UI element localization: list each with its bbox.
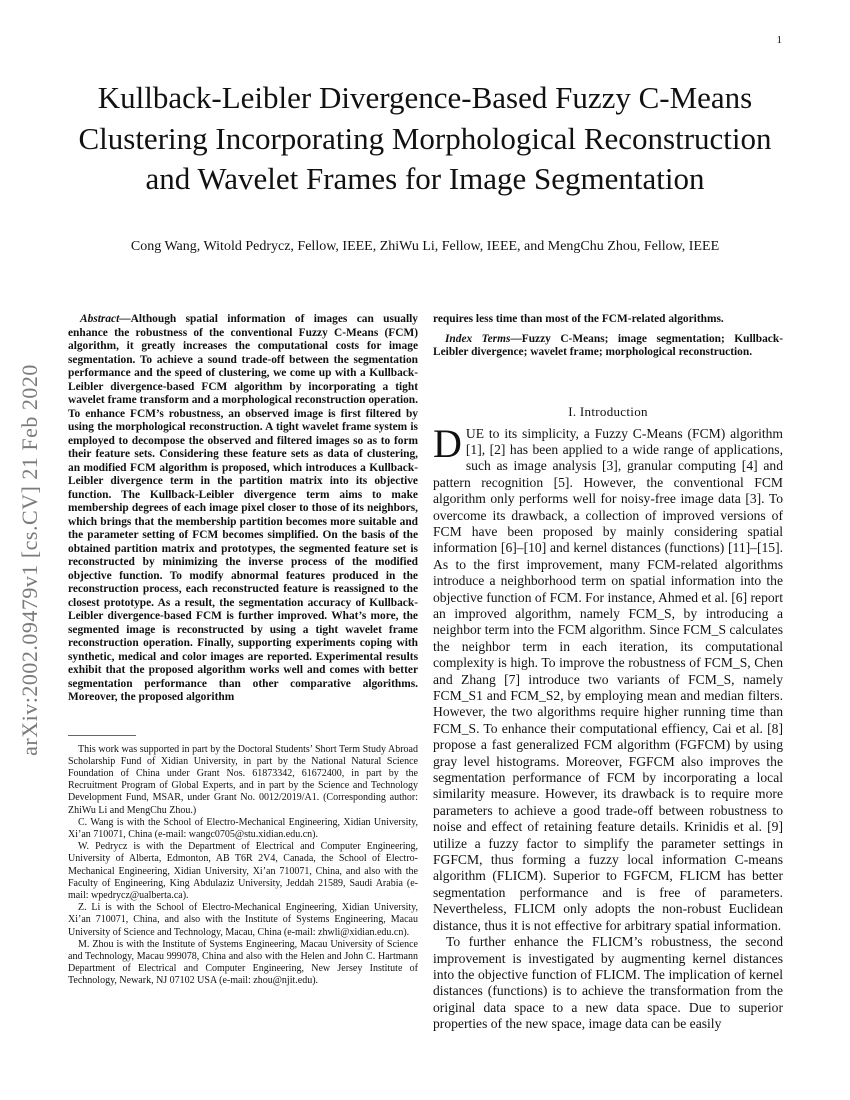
author-list: Cong Wang, Witold Pedrycz, Fellow, IEEE, ZhiWu Li, Fellow, IEEE, and MengChu Zhou, Fellow, IEEE xyxy=(130,239,720,254)
footnote-affiliation-pedrycz: W. Pedrycz is with the Department of Electrical and Computer Engineering, University of Alberta, Edmonton, AB T6R 2V4, Canada, the School of Electro-Mechanical Engineering, Xidian University, Xi’an 710071, China, and also with the Faculty of Engineering, King Abdulaziz University, Jeddah 21589, Saudi Arabia (e-mail: wpedrycz@ualberta.ca). xyxy=(68,841,418,901)
index-terms xyxy=(433,333,783,360)
footnote-affiliation-zhou: M. Zhou is with the Institute of Systems Engineering, Macau University of Science and Technology, Macau 999078, China and also with the Helen and John C. Hartmann Department of Electrical and Computer Engineering, New Jersey Institute of Technology, Newark, NJ 07102 USA (e-mail: zhou@njit.edu). xyxy=(68,938,418,987)
abstract xyxy=(68,313,418,705)
intro-paragraph-1-text: UE to its simplicity, a Fuzzy C-Means (FCM) algorithm [1], [2] has been applied to a wide range of applications, such as image analysis [3], granular computing [4] and pattern recognition [5]. However, the conventional FCM algorithm only performs well for noisy-free image data [3]. To overcome its drawback, a collection of improved versions of FCM have been proposed by mainly considering spatial information [6]–[10] and kernel distances (functions) [11]–[15]. As to the first improvement, many FCM-related algorithms introduce a neighborhood term on spatial information into the objective function of FCM. For instance, Ahmed et al. [6] report an improved algorithm, namely FCM_S, by introducing a neighbor term into the FCM algorithm. Since FCM_S calculates the neighbor term in each iteration, its computational complexity is high. To improve the robustness of FCM_S, Chen and Zhang [7] introduce two variants of FCM_S, namely FCM_S1 and FCM_S2, by employing mean and median filters. However, the two algorithms require higher running time than FCM_S. To enhance their computational effiency, Cai et al. [8] propose a fast generalized FCM algorithm (FGFCM) by using gray level histograms. Moreover, FGFCM also improves the segmentation performance of FCM by incorporating a local similarity measure. However, its drawback is to require more parameters to achieve a good trade-off between robustness to noise and effect of retaining feature details. Krinidis et al. [9] utilize a fuzzy factor to simplify the parameter settings in FGFCM, thus forming a fuzzy local information C-means algorithm (FLICM). Superior to FGFCM, FLICM has better segmentation performance and is free of parameters. Nevertheless, FLICM only adopts the non-robust Euclidean distance, thus it is not effective for arbitrary spatial information. xyxy=(433,425,783,933)
page-number: 1 xyxy=(776,34,782,46)
section-heading-introduction: I. Introduction xyxy=(568,403,648,419)
footnote-affiliation-li: Z. Li is with the School of Electro-Mechanical Engineering, Xidian University, Xi’an 710071, China, and also with the Institute of Systems Engineering, Macau University of Science and Technology, Macau, China (e-mail: zhwli@xidian.edu.cn). xyxy=(68,902,418,938)
left-column xyxy=(68,313,418,988)
abstract-label: Abstract xyxy=(80,313,120,325)
footnote-funding: This work was supported in part by the Doctoral Students’ Short Term Study Abroad Scholarship Fund of Xidian University, in part by the National Natural Science Foundation of China under Grant Nos. 61873342, 61672400, in part by the Recruitment Program of Global Experts, and in part by the Science and Technology Development Fund, MSAR, under Grant No. 0012/2019/A1. (Corresponding author: ZhiWu Li and MengChu Zhou.) xyxy=(68,743,418,816)
drop-cap: D xyxy=(433,420,462,466)
index-terms-label: Index Terms xyxy=(445,332,511,345)
footnotes xyxy=(68,744,418,988)
footnote-divider xyxy=(68,735,136,736)
abstract-text: —Although spatial information of images can usually enhance the robustness of the conventional Fuzzy C-Means (FCM) algorithm, it greatly increases the computational costs for image segmentation. To achieve a sound trade-off between the segmentation performance and the speed of clustering, we come up with a Kullback-Leibler divergence-based FCM algorithm by incorporating a tight wavelet frame transform and a morphological reconstruction operation. To enhance FCM’s robustness, an observed image is first filtered by using the morphological reconstruction. A tight wavelet frame system is employed to decompose the observed and filtered images so as to form their feature sets. Considering these feature sets as data of clustering, an modified FCM algorithm is proposed, which introduces a Kullback-Leibler divergence term in the partition matrix into its objective function. The Kullback-Leibler divergence term aims to make membership degrees of each image pixel closer to those of its neighbors, which brings that the membership partition becomes more suitable and the parameter setting of FCM becomes simplified. On the basis of the obtained partition matrix and prototypes, the segmented feature set is reconstructed by minimizing the inverse process of the modified objective function. To modify abnormal features produced in the reconstruction process, each reconstructed feature is reassigned to the closest prototype. As a result, the segmentation accuracy of Kullback-Leibler divergence-based FCM is further improved. What’s more, the segmented image is reconstructed by using a tight wavelet frame reconstruction operation. Finally, supporting experiments coping with synthetic, medical and color images are reported. Experimental results exhibit that the proposed algorithm works well and comes with better segmentation performance than other comparative algorithms. Moreover, the proposed algorithm xyxy=(68,313,418,703)
index-terms-text: —Fuzzy C-Means; image segmentation; Kullback-Leibler divergence; wavelet frame; morphological reconstruction. xyxy=(433,332,783,358)
footnote-affiliation-wang: C. Wang is with the School of Electro-Mechanical Engineering, Xidian University, Xi’an 710071, China (e-mail: wangc0705@stu.xidian.edu.cn). xyxy=(68,816,418,840)
abstract-continuation: requires less time than most of the FCM-related algorithms. xyxy=(433,313,724,325)
intro-paragraph-1 xyxy=(433,420,783,935)
right-column xyxy=(433,313,783,1033)
arxiv-stamp[interactable]: arXiv:2002.09479v1 [cs.CV] 21 Feb 2020 xyxy=(17,364,42,756)
paper-title: Kullback-Leibler Divergence-Based Fuzzy C-Means Clustering Incorporating Morphological Reconstruction and Wavelet Frames for Image Segmentation xyxy=(78,80,772,196)
intro-paragraph-2: To further enhance the FLICM’s robustness, the second improvement is investigated by augmenting kernel distances into the objective function of FLICM. The implication of kernel distances (functions) is to achieve the transformation from the original data space to a new data space. Due to superior properties of the new space, image data can be easily xyxy=(433,934,783,1032)
